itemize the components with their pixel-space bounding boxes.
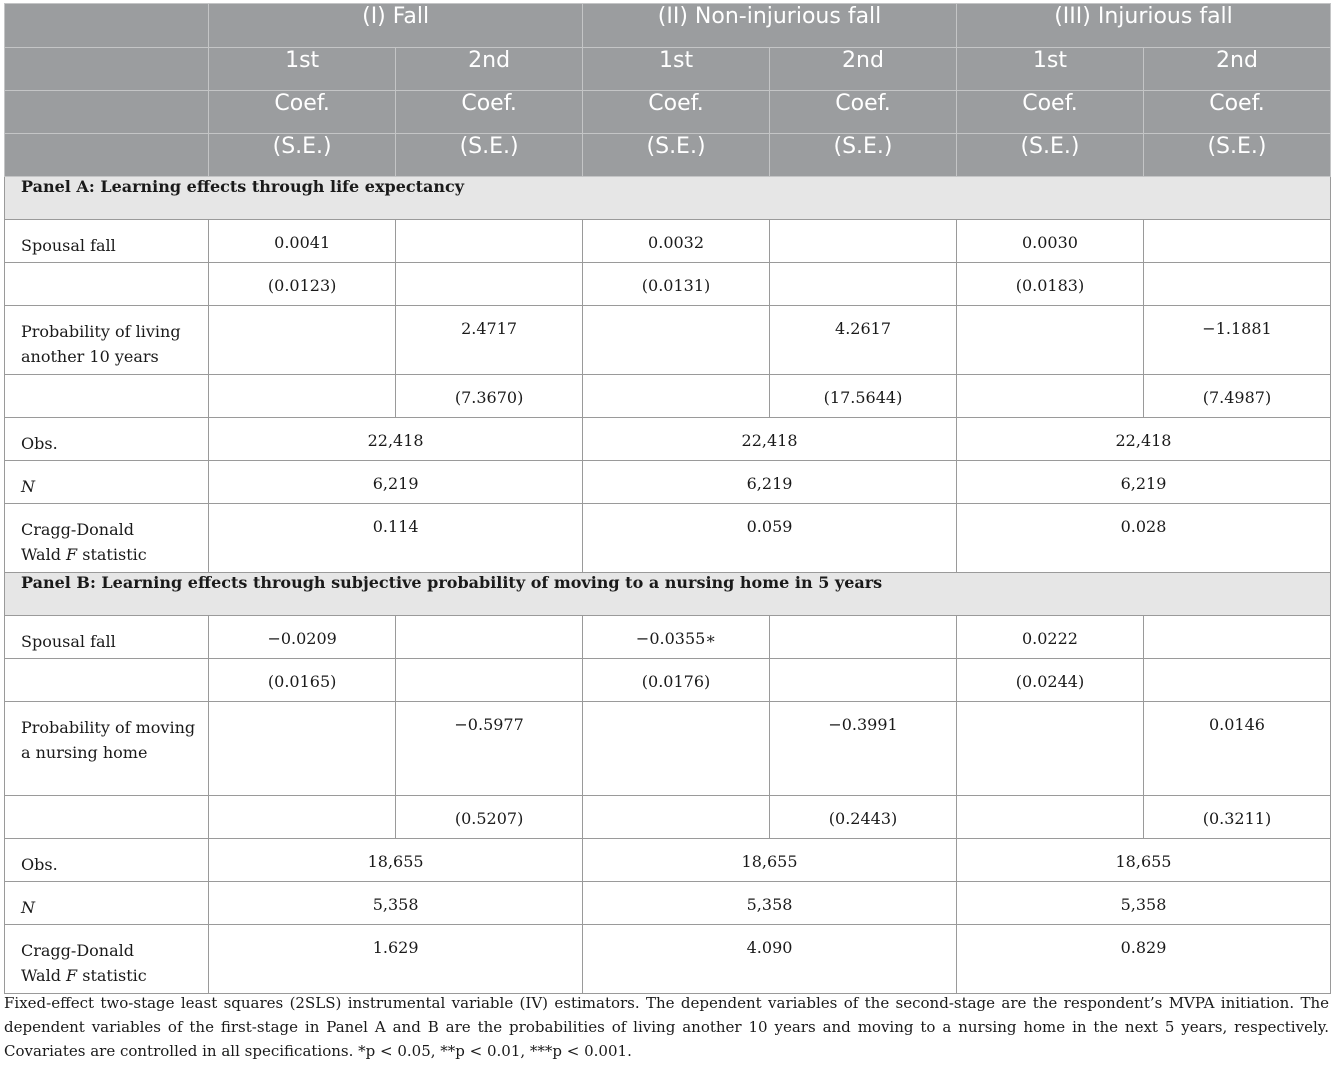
table-row bbox=[5, 882, 1331, 925]
row-label: Obs. bbox=[5, 418, 209, 461]
cell-value: 22,418 bbox=[957, 418, 1331, 461]
row-label-empty bbox=[5, 263, 209, 306]
cell-value: −0.0355∗ bbox=[583, 616, 770, 659]
cell-value: (17.5644) bbox=[770, 375, 957, 418]
row-label: Probability of living another 10 years bbox=[5, 306, 209, 375]
cd-label-a: Cragg-Donald bbox=[21, 520, 134, 539]
cell-value: (0.3211) bbox=[1143, 796, 1330, 839]
cell-value: 0.0041 bbox=[209, 220, 396, 263]
coef-header: Coef. bbox=[396, 91, 583, 134]
cell-empty bbox=[1143, 659, 1330, 702]
table-row bbox=[5, 839, 1331, 882]
cell-value: 0.829 bbox=[957, 925, 1331, 994]
table-body bbox=[5, 177, 1331, 994]
cell-value: 4.2617 bbox=[770, 306, 957, 375]
row-label: Probability of moving a nursing home bbox=[5, 702, 209, 796]
cell-empty bbox=[1143, 616, 1330, 659]
row-label-italic: N bbox=[21, 898, 35, 917]
cell-value: 5,358 bbox=[209, 882, 583, 925]
group-header-fall: (I) Fall bbox=[209, 4, 583, 48]
cell-empty bbox=[957, 306, 1144, 375]
cell-value: 0.059 bbox=[583, 504, 957, 573]
stage-header: 1st bbox=[209, 48, 396, 91]
table-header bbox=[5, 4, 1331, 177]
header-corner bbox=[5, 134, 209, 177]
row-label-italic: N bbox=[21, 477, 35, 496]
cell-value: 18,655 bbox=[957, 839, 1331, 882]
table-row bbox=[5, 461, 1331, 504]
cell-value: −0.3991 bbox=[770, 702, 957, 796]
cell-value: 6,219 bbox=[957, 461, 1331, 504]
results-table-container bbox=[4, 3, 1331, 994]
cell-empty bbox=[1143, 220, 1330, 263]
group-header-injurious: (III) Injurious fall bbox=[957, 4, 1331, 48]
se-header: (S.E.) bbox=[396, 134, 583, 177]
se-header: (S.E.) bbox=[1143, 134, 1330, 177]
cell-value: (0.0176) bbox=[583, 659, 770, 702]
table-row bbox=[5, 220, 1331, 263]
cell-value: (0.2443) bbox=[770, 796, 957, 839]
cell-value: 18,655 bbox=[209, 839, 583, 882]
row-label bbox=[5, 504, 209, 573]
cell-empty bbox=[583, 306, 770, 375]
cell-value: 22,418 bbox=[209, 418, 583, 461]
cell-empty bbox=[1143, 263, 1330, 306]
cell-value: (0.0131) bbox=[583, 263, 770, 306]
cell-empty bbox=[770, 263, 957, 306]
cell-value: −0.0209 bbox=[209, 616, 396, 659]
stage-header: 2nd bbox=[1143, 48, 1330, 91]
cell-empty bbox=[583, 375, 770, 418]
cell-empty bbox=[396, 263, 583, 306]
cell-value: 22,418 bbox=[583, 418, 957, 461]
cell-empty bbox=[396, 220, 583, 263]
row-label: Obs. bbox=[5, 839, 209, 882]
row-label bbox=[5, 925, 209, 994]
cell-empty bbox=[583, 702, 770, 796]
cell-value: 0.0032 bbox=[583, 220, 770, 263]
cell-value: −1.1881 bbox=[1143, 306, 1330, 375]
table-footnote: Fixed-effect two-stage least squares (2SLS) instrumental variable (IV) estimators. The dependent variables of the second-stage are the respondent’s MVPA initiation. The dependent variables of the first-stage in Panel A and B are the probabilities of living another 10 years and moving to a nursing home in the next 5 years, respectively. Covariates are controlled in all specifications. *p < 0.05, **p < 0.01, ***p < 0.001. bbox=[4, 994, 1329, 1060]
cell-value: 5,358 bbox=[583, 882, 957, 925]
cell-empty bbox=[396, 616, 583, 659]
cell-value: (0.0123) bbox=[209, 263, 396, 306]
cell-empty bbox=[583, 796, 770, 839]
cell-value: 2.4717 bbox=[396, 306, 583, 375]
cell-value: 6,219 bbox=[583, 461, 957, 504]
cell-value: 0.0146 bbox=[1143, 702, 1330, 796]
se-header: (S.E.) bbox=[770, 134, 957, 177]
cell-value: −0.5977 bbox=[396, 702, 583, 796]
cell-value: 18,655 bbox=[583, 839, 957, 882]
cd-label-f: F bbox=[66, 545, 78, 564]
table-row bbox=[5, 702, 1331, 796]
cell-value: 0.114 bbox=[209, 504, 583, 573]
row-label: Spousal fall bbox=[5, 616, 209, 659]
cell-empty bbox=[209, 306, 396, 375]
cell-empty bbox=[957, 375, 1144, 418]
cell-value: 1.629 bbox=[209, 925, 583, 994]
cell-value: (7.3670) bbox=[396, 375, 583, 418]
cell-empty bbox=[209, 796, 396, 839]
table-row bbox=[5, 659, 1331, 702]
table-row bbox=[5, 375, 1331, 418]
cd-label-b: Wald bbox=[21, 545, 61, 564]
results-table bbox=[4, 3, 1331, 994]
cell-value: 0.0222 bbox=[957, 616, 1144, 659]
coef-header: Coef. bbox=[209, 91, 396, 134]
stage-header: 2nd bbox=[396, 48, 583, 91]
cell-empty bbox=[396, 659, 583, 702]
cell-value: (7.4987) bbox=[1143, 375, 1330, 418]
group-header-non-injurious: (II) Non-injurious fall bbox=[583, 4, 957, 48]
table-row bbox=[5, 796, 1331, 839]
stage-header: 1st bbox=[583, 48, 770, 91]
cd-label-c: statistic bbox=[82, 545, 147, 564]
cell-value: 4.090 bbox=[583, 925, 957, 994]
se-header: (S.E.) bbox=[209, 134, 396, 177]
coef-header: Coef. bbox=[770, 91, 957, 134]
cell-value: (0.0183) bbox=[957, 263, 1144, 306]
cd-label-b: Wald bbox=[21, 966, 61, 985]
table-row bbox=[5, 925, 1331, 994]
cell-value: 0.028 bbox=[957, 504, 1331, 573]
row-label-empty bbox=[5, 375, 209, 418]
cell-value: 0.0030 bbox=[957, 220, 1144, 263]
stage-header: 2nd bbox=[770, 48, 957, 91]
coef-header: Coef. bbox=[1143, 91, 1330, 134]
panel-a-title: Panel A: Learning effects through life expectancy bbox=[5, 177, 1331, 220]
row-label: Spousal fall bbox=[5, 220, 209, 263]
cell-value: (0.0244) bbox=[957, 659, 1144, 702]
cell-value: (0.5207) bbox=[396, 796, 583, 839]
row-label-empty bbox=[5, 659, 209, 702]
cell-value: (0.0165) bbox=[209, 659, 396, 702]
cell-value: 5,358 bbox=[957, 882, 1331, 925]
cd-label-a: Cragg-Donald bbox=[21, 941, 134, 960]
table-row bbox=[5, 263, 1331, 306]
cell-empty bbox=[770, 220, 957, 263]
coef-header: Coef. bbox=[957, 91, 1144, 134]
cd-label-c: statistic bbox=[82, 966, 147, 985]
header-corner bbox=[5, 91, 209, 134]
cell-empty bbox=[209, 702, 396, 796]
cell-empty bbox=[770, 616, 957, 659]
header-corner bbox=[5, 48, 209, 91]
cell-empty bbox=[770, 659, 957, 702]
header-corner bbox=[5, 4, 209, 48]
table-row bbox=[5, 504, 1331, 573]
cell-empty bbox=[209, 375, 396, 418]
cell-empty bbox=[957, 702, 1144, 796]
panel-b-title: Panel B: Learning effects through subjective probability of moving to a nursing home in 5 years bbox=[5, 573, 1331, 616]
cell-empty bbox=[957, 796, 1144, 839]
row-label bbox=[5, 461, 209, 504]
se-header: (S.E.) bbox=[583, 134, 770, 177]
coef-header: Coef. bbox=[583, 91, 770, 134]
cell-value: 6,219 bbox=[209, 461, 583, 504]
table-row bbox=[5, 616, 1331, 659]
row-label-empty bbox=[5, 796, 209, 839]
se-header: (S.E.) bbox=[957, 134, 1144, 177]
table-row bbox=[5, 418, 1331, 461]
table-row bbox=[5, 306, 1331, 375]
row-label bbox=[5, 882, 209, 925]
stage-header: 1st bbox=[957, 48, 1144, 91]
cd-label-f: F bbox=[66, 966, 78, 985]
